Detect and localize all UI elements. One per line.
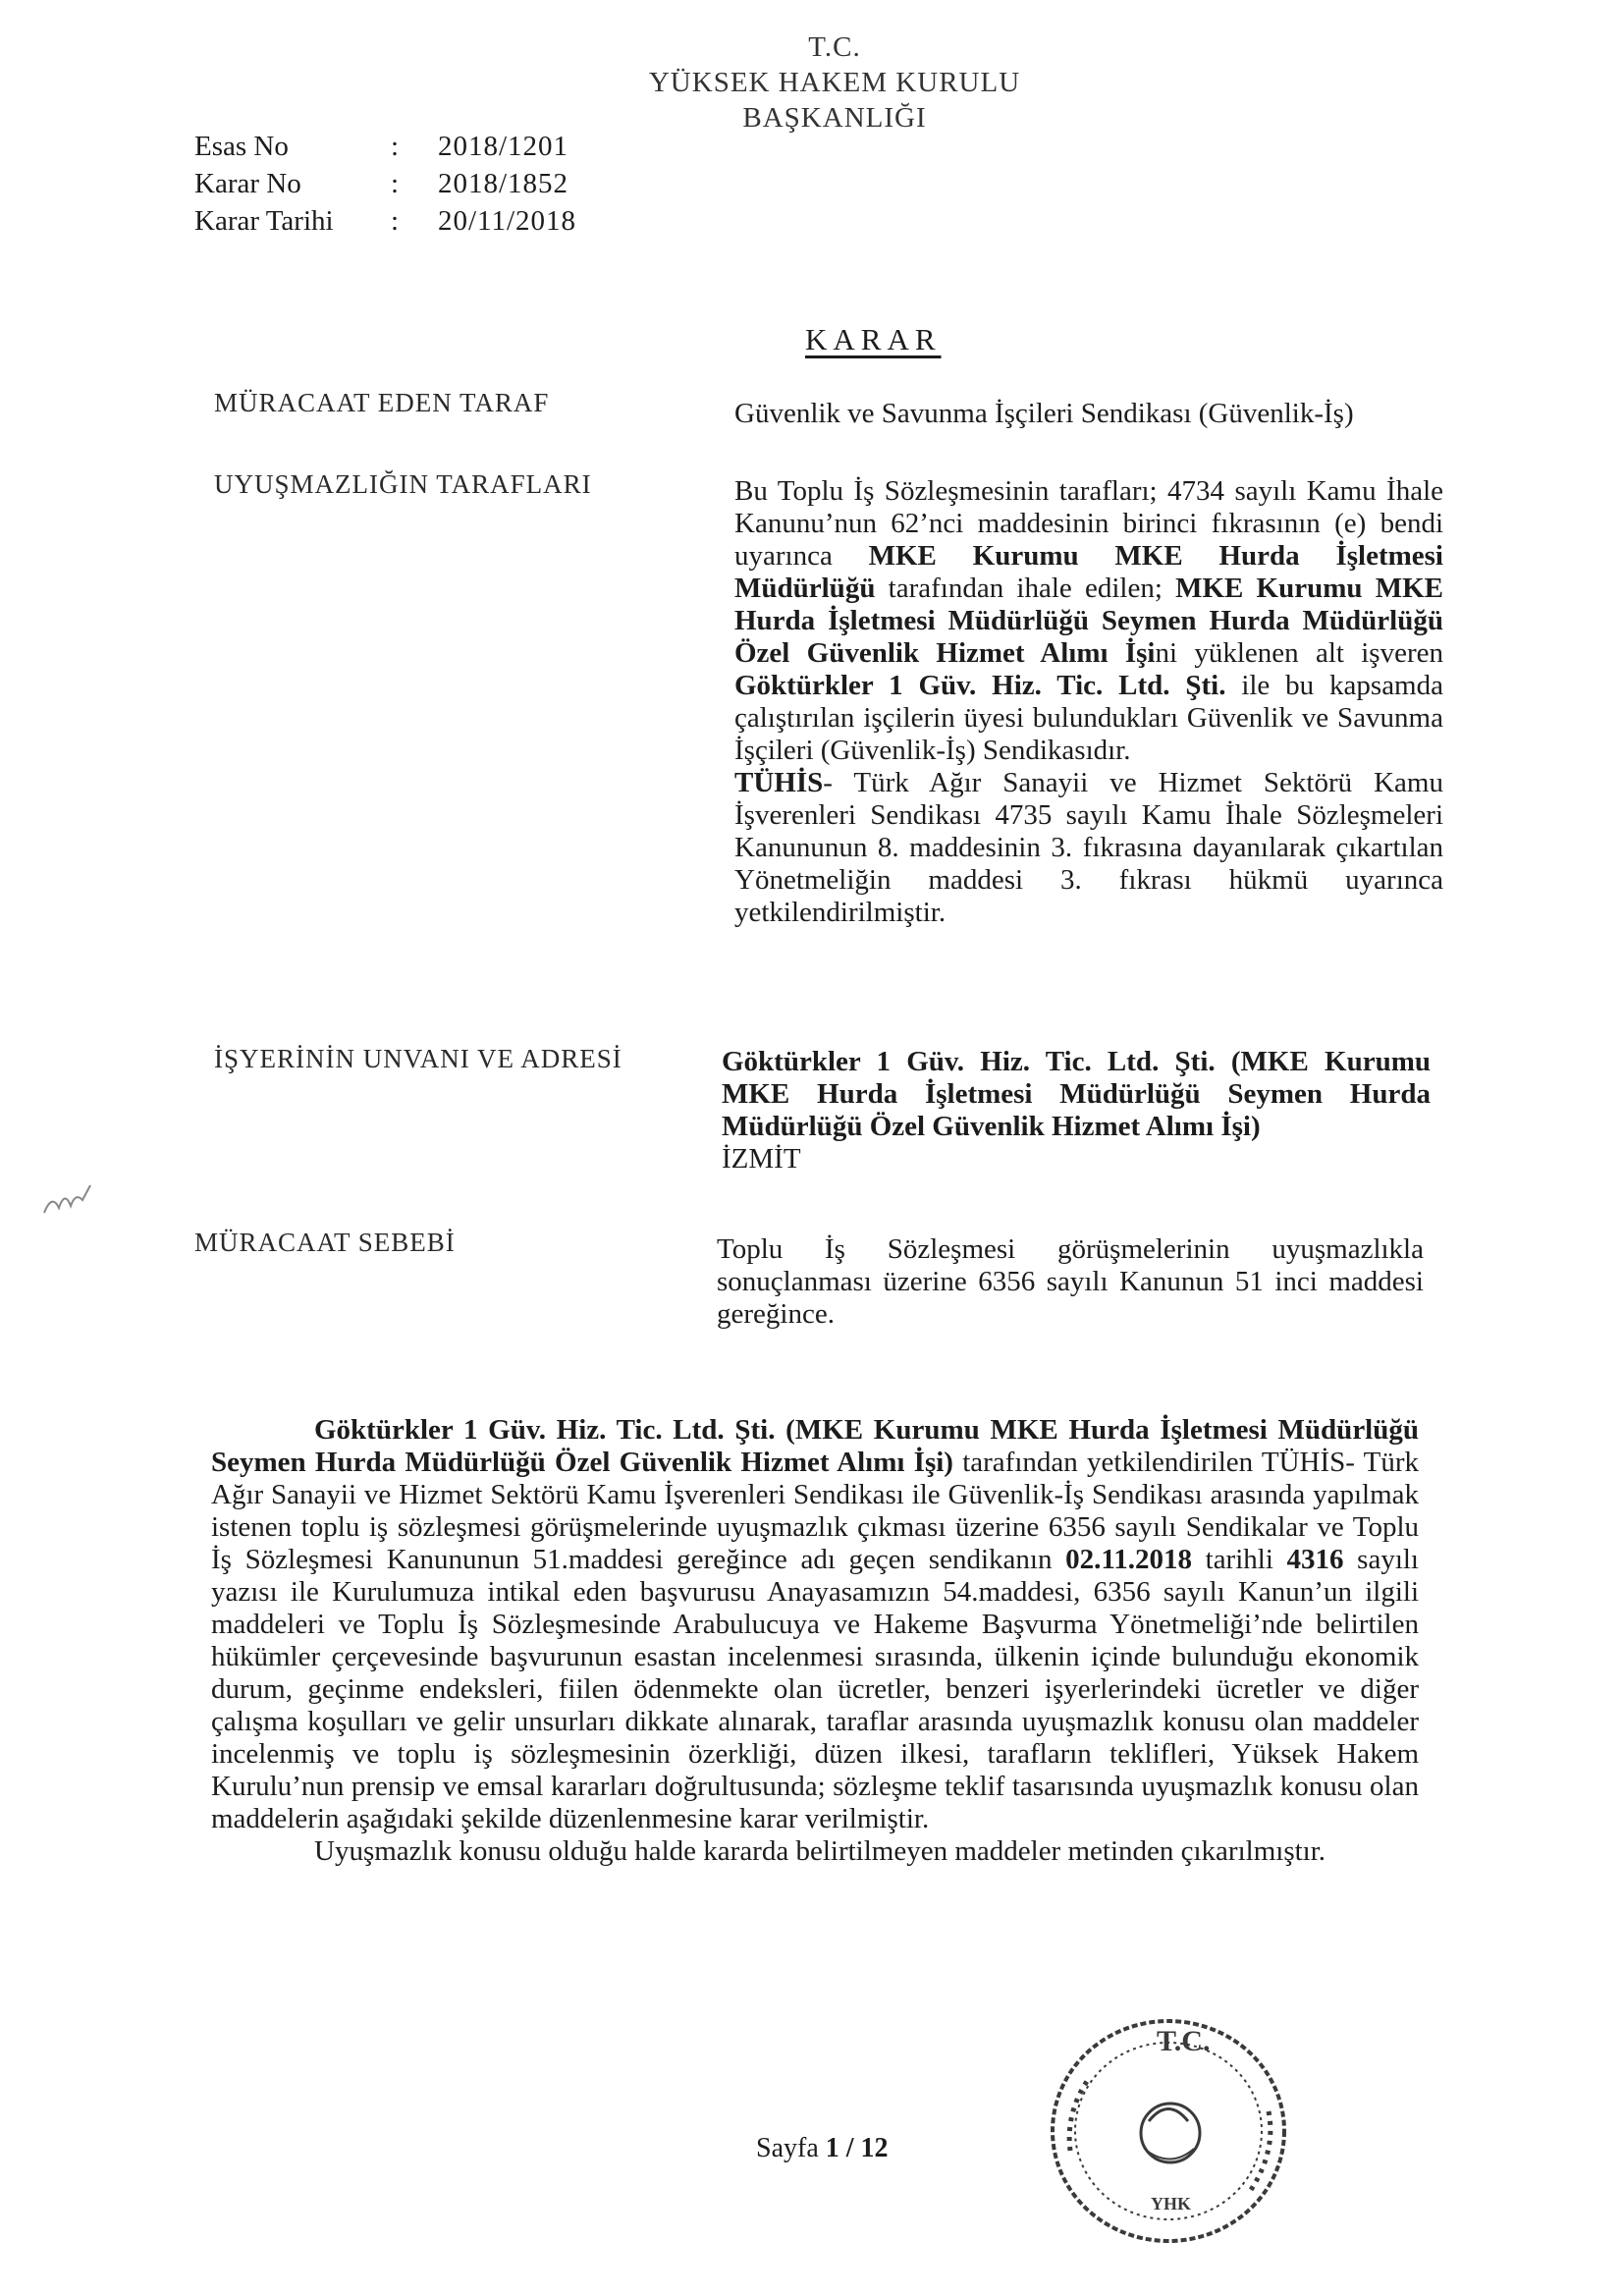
header-institution: YÜKSEK HAKEM KURULU: [648, 67, 1021, 98]
application-number: 4316: [1286, 1544, 1344, 1575]
body-p1-text-d: sayılı yazısı ile Kurulumuza intikal eden başvurusu Anayasamızın 54.maddesi, 6356 sayılı Kanun’un ilgili maddeleri ve Toplu İş Sözleşmesinde Arabulucuya ve Hakeme Başvurma Yönetmeliği’nde belirtilen hükümler çerçevesinde başvurunun esastan incelenmesi sırasında, ülkenin içinde bulunduğu ekonomik durum, geçinme endeksleri, fiilen ödenmekte olan ücretler, benzeri işyerlerindeki ücretler ve diğer çalışma koşulları ve gelir unsurları dikkate alınarak, taraflar arasında uyuşmazlık konusu olan maddeler incelenmiş ve toplu iş sözleşmesinin özerkliği, düzen ilkesi, tarafların teklifleri, Yüksek Hakem Kurulu’nun prensip ve emsal kararları doğrultusunda; sözleşme teklif tasarısında uyuşmazlık konusu olan maddelerin aşağıdaki şekilde düzenlenmesine karar verilmiştir.: [211, 1544, 1419, 1834]
esas-label: Esas No: [194, 131, 289, 162]
document-header: [550, 29, 1119, 136]
reason-label: MÜRACAAT SEBEBİ: [194, 1228, 456, 1257]
page-separator: /: [839, 2133, 861, 2163]
application-date: 02.11.2018: [1065, 1544, 1192, 1575]
workplace-label: İŞYERİNİN UNVANI VE ADRESİ: [214, 1044, 622, 1073]
tuhis-name: TÜHİS: [734, 767, 824, 798]
document-title: KARAR: [805, 322, 942, 356]
parties-label: UYUŞMAZLIĞIN TARAFLARI: [214, 469, 592, 499]
header-tc: T.C.: [808, 31, 861, 63]
body-p1-text-c: tarihli: [1192, 1544, 1287, 1575]
margin-scribble-graphic: [39, 1174, 98, 1223]
page-total: 12: [860, 2133, 889, 2163]
tarih-colon: :: [391, 205, 400, 237]
page-footer: [756, 2133, 889, 2164]
body-paragraph-2: Uyuşmazlık konusu olduğu halde kararda belirtilmeyen maddeler metinden çıkarılmıştır.: [314, 1835, 1326, 1867]
tarih-row: [194, 202, 576, 240]
karar-value: 2018/1852: [438, 168, 569, 199]
applicant-value: Güvenlik ve Savunma İşçileri Sendikası (Güvenlik-İş): [734, 398, 1354, 429]
workplace-text: [722, 1046, 1431, 1175]
parties-p2-text: - Türk Ağır Sanayii ve Hizmet Sektörü Kamu İşverenleri Sendikası 4735 sayılı Kamu İhale Sözleşmeleri Kanununun 8. maddesinin 3. fıkrasına dayanılarak çıkartılan Yönetmeliğin maddesi 3. fıkrası hükmü uyarınca yetkilendirilmiştir.: [734, 767, 1443, 928]
applicant-label: MÜRACAAT EDEN TARAF: [214, 388, 550, 417]
employer-name: MKE Kurumu MKE Hurda İşletmesi Müdürlüğü: [734, 540, 1443, 604]
service-name: MKE Kurumu MKE Hurda İşletmesi Müdürlüğü Seymen Hurda Müdürlüğü Özel Güvenlik Hizmet Alımı İşi: [734, 573, 1443, 669]
esas-row: [194, 128, 576, 165]
parties-p1-text-e: ni yüklenen alt işveren: [1155, 637, 1443, 669]
workplace-city: İZMİT: [722, 1143, 801, 1175]
header-presidency: BAŞKANLIĞI: [742, 102, 927, 134]
workplace-name-text: Göktürkler 1 Güv. Hiz. Tic. Ltd. Şti. (MKE Kurumu MKE Hurda İşletmesi Müdürlüğü Seymen Hurda Müdürlüğü Özel Güvenlik Hizmet Alımı İşi): [722, 1046, 1431, 1142]
margin-mark: [39, 1174, 98, 1228]
reason-value: Toplu İş Sözleşmesi görüşmelerinin uyuşmazlıkla sonuçlanması üzerine 6356 sayılı Kanunun 51 inci maddesi gereğince.: [717, 1233, 1424, 1330]
parties-text: [734, 475, 1443, 929]
body-party-name: Göktürkler 1 Güv. Hiz. Tic. Ltd. Şti. (MKE Kurumu MKE Hurda İşletmesi Müdürlüğü Seymen Hurda Müdürlüğü Özel Güvenlik Hizmet Alımı İşi): [211, 1414, 1419, 1478]
contractor-name: Göktürkler 1 Güv. Hiz. Tic. Ltd. Şti.: [734, 670, 1226, 701]
tarih-value: 20/11/2018: [438, 205, 577, 237]
seal-top-text: T.C.: [1157, 2025, 1211, 2057]
parties-paragraph-1: [734, 475, 1443, 767]
karar-colon: :: [391, 168, 400, 199]
seal-center-text: YHK: [1151, 2194, 1192, 2214]
parties-p1-text-g: ile bu kapsamda çalıştırılan işçilerin üyesi bulundukları Güvenlik ve Savunma İşçileri (Güvenlik-İş) Sendikasıdır.: [734, 670, 1443, 766]
case-meta: [194, 128, 576, 240]
page-current: 1: [825, 2133, 839, 2163]
parties-p1-text-a: Bu Toplu İş Sözleşmesinin tarafları; 4734 sayılı Kamu İhale Kanunu’nun 62’nci maddesinin birinci fıkrasının (e) bendi uyarınca: [734, 475, 1443, 572]
body-paragraph-1: [211, 1414, 1419, 1835]
workplace-name: [722, 1046, 1431, 1143]
seal-graphic: [1041, 2003, 1296, 2249]
body-p1-text-b: tarafından yetkilendirilen TÜHİS- Türk Ağır Sanayii ve Hizmet Sektörü Kamu İşverenleri Sendikası ile Güvenlik-İş Sendikası arasında yapılmak istenen toplu iş sözleşmesi görüşmelerinde uyuşmazlık çıkması üzerine 6356 sayılı Sendikalar ve Toplu İş Sözleşmesi Kanununun 51.maddesi gereğince adı geçen sendikanın: [211, 1447, 1419, 1575]
parties-paragraph-2: [734, 767, 1443, 929]
karar-label: Karar No: [194, 168, 301, 199]
esas-colon: :: [391, 131, 400, 162]
esas-value: 2018/1201: [438, 131, 569, 162]
page-label: Sayfa: [756, 2133, 826, 2163]
parties-p1-text-c: tarafından ihale edilen;: [875, 573, 1176, 604]
official-seal: [1041, 2003, 1296, 2254]
karar-row: [194, 165, 576, 202]
decision-body: [211, 1414, 1419, 1868]
tarih-label: Karar Tarihi: [194, 205, 334, 237]
